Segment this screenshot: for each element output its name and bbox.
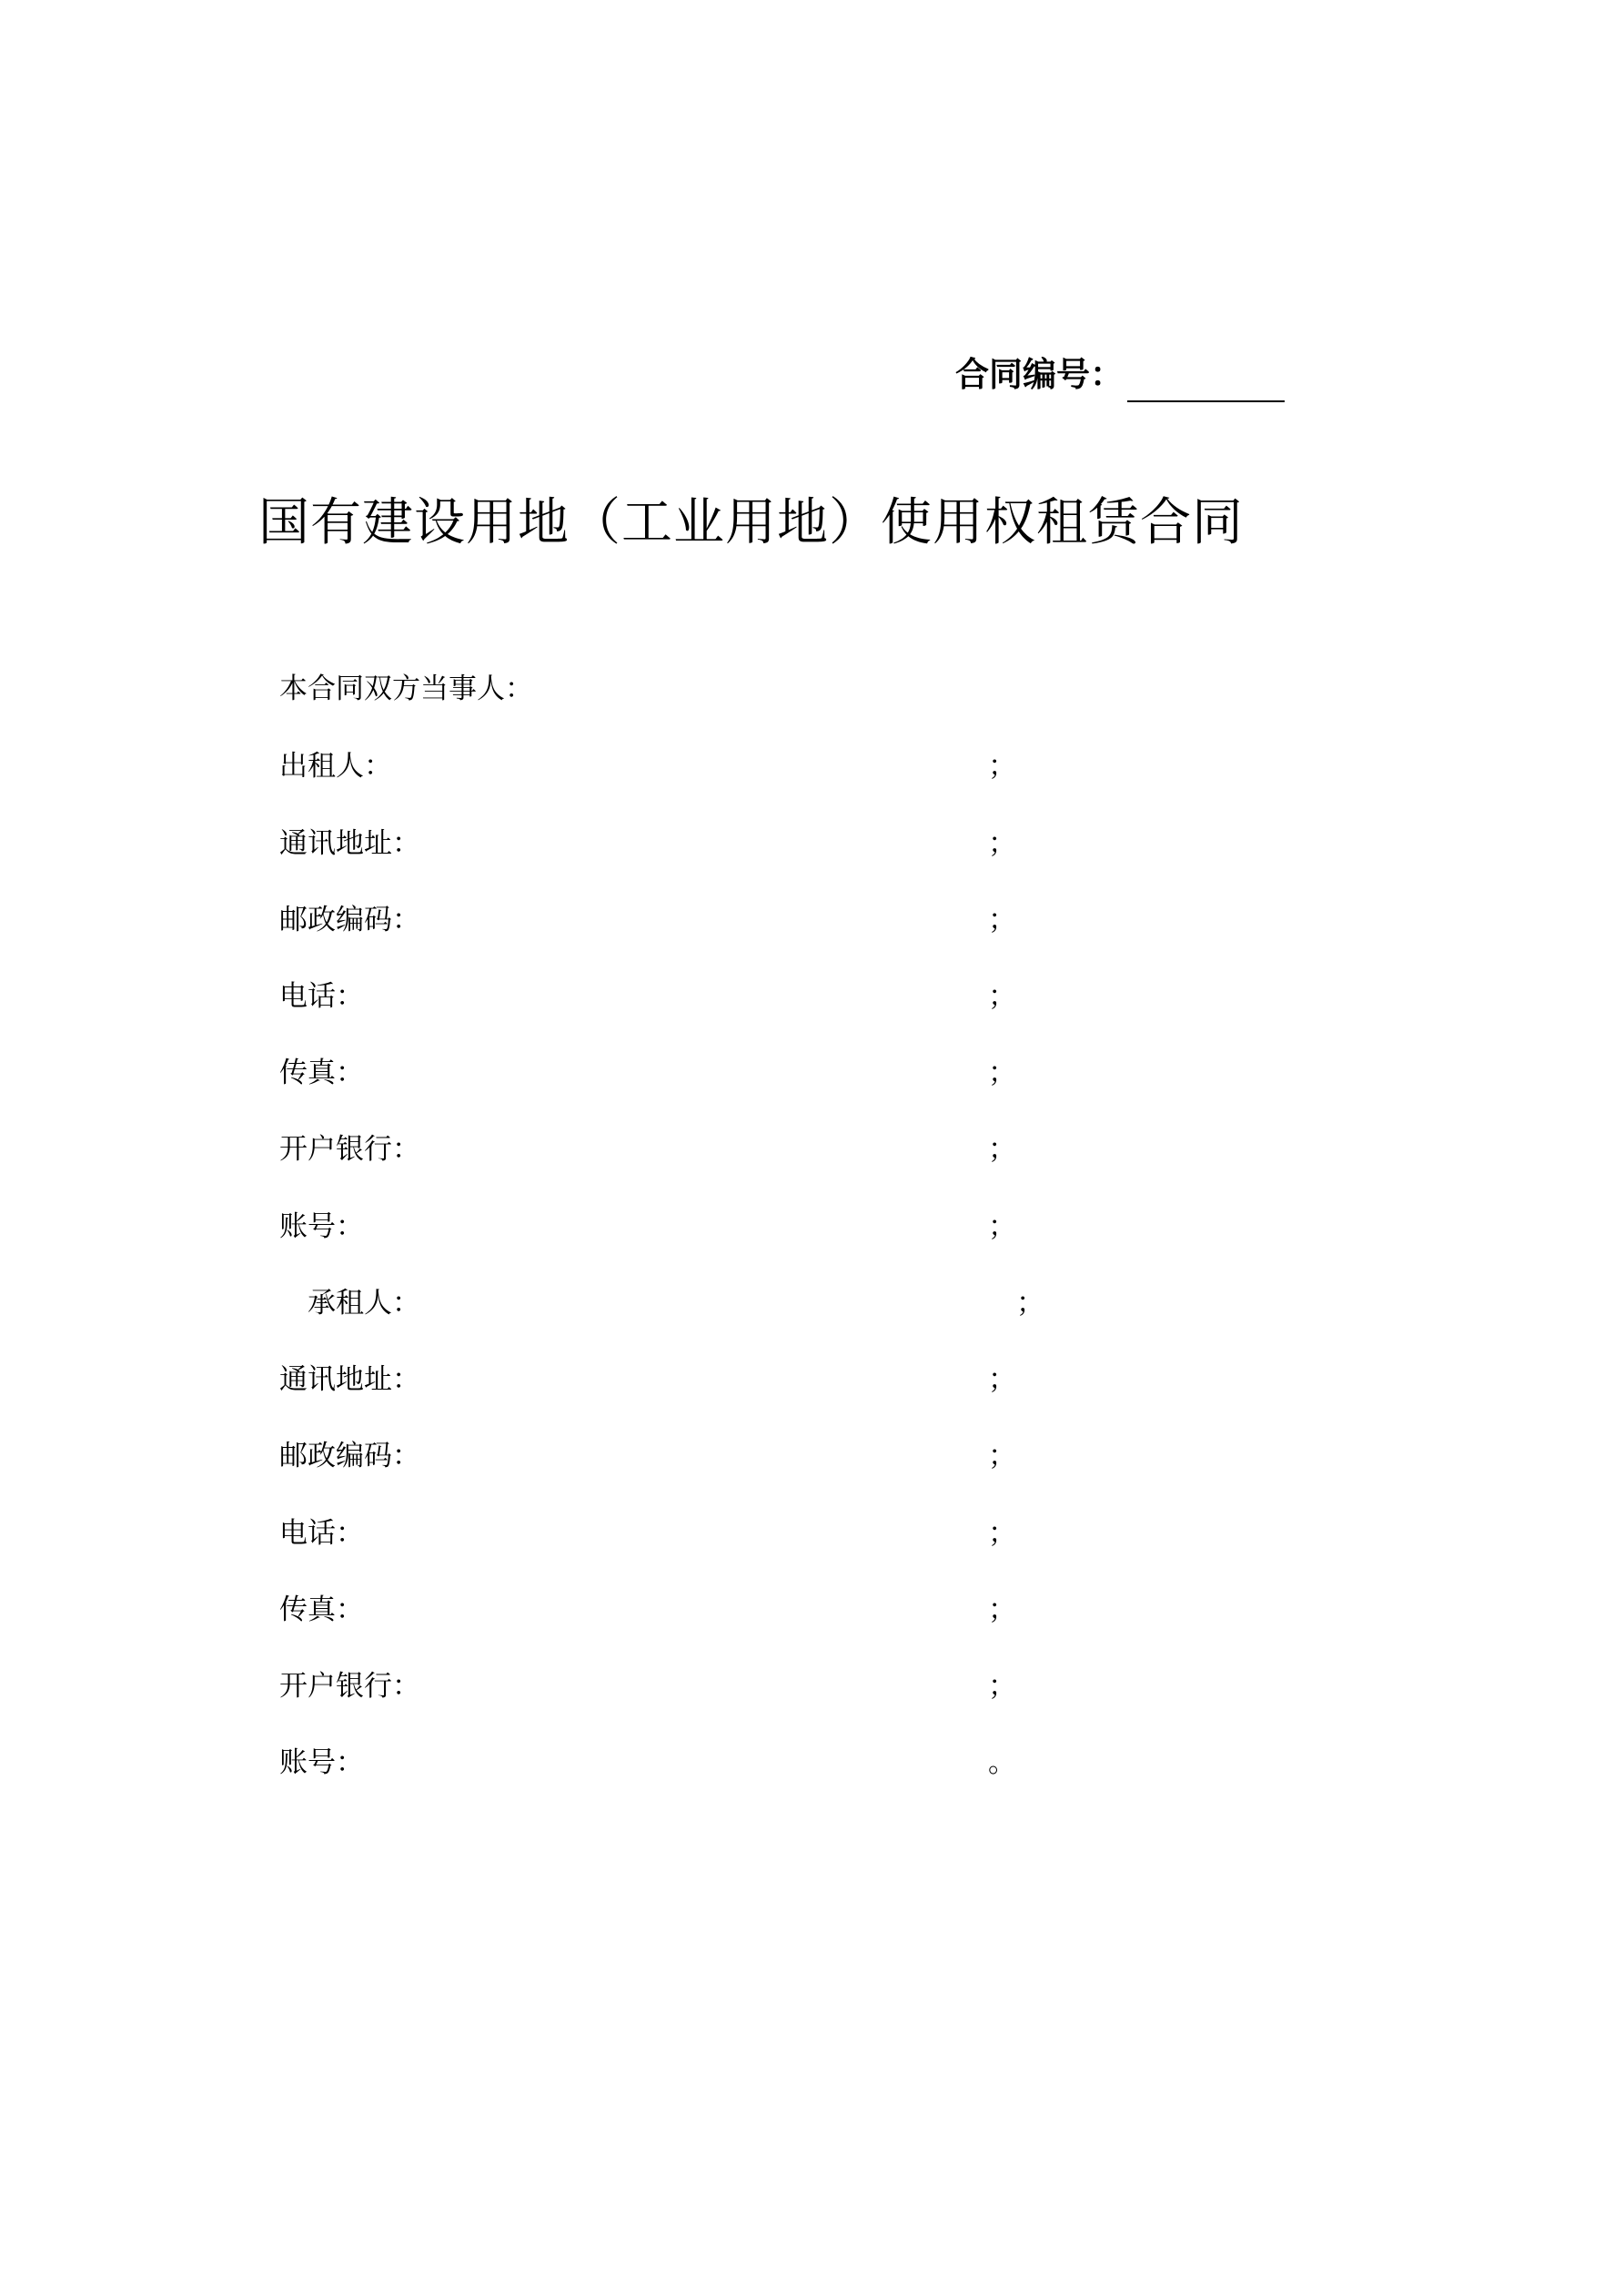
lessor-address-label: 通讯地址： <box>279 827 420 860</box>
lessee-postcode-end: ； <box>988 1440 1016 1472</box>
parties-intro: 本合同双方当事人： <box>279 673 533 705</box>
lessee-address-end: ； <box>988 1363 1016 1396</box>
lessor-phone-end: ； <box>988 980 1016 1013</box>
lessor-postcode-end: ； <box>988 904 1016 936</box>
lessor-account-end: ； <box>988 1210 1016 1243</box>
lessee-phone-label: 电话： <box>279 1517 364 1550</box>
lessee-phone-end: ； <box>988 1517 1016 1550</box>
lessee-name-end: ； <box>1016 1287 1044 1320</box>
lessor-name-label: 出租人： <box>279 750 392 783</box>
lessor-fax-end: ； <box>988 1057 1016 1089</box>
contract-number-label: 合同编号： <box>955 355 1124 394</box>
lessee-name-label: 承租人： <box>308 1287 420 1320</box>
lessee-fax-label: 传真： <box>279 1593 364 1626</box>
lessor-bank-label: 开户银行： <box>279 1133 420 1166</box>
lessor-address-end: ； <box>988 827 1016 860</box>
lessor-bank-end: ； <box>988 1133 1016 1166</box>
lessee-bank-end: ； <box>988 1670 1016 1703</box>
lessee-fax-end: ； <box>988 1593 1016 1626</box>
lessee-account-end: 。 <box>988 1746 1016 1779</box>
lessor-phone-label: 电话： <box>279 980 364 1013</box>
lessor-name-end: ； <box>988 750 1016 783</box>
lessor-fax-label: 传真： <box>279 1057 364 1089</box>
lessor-postcode-label: 邮政编码： <box>279 904 420 936</box>
lessee-postcode-label: 邮政编码： <box>279 1440 420 1472</box>
lessee-address-label: 通讯地址： <box>279 1363 420 1396</box>
lessee-bank-label: 开户银行： <box>279 1670 420 1703</box>
lessee-account-label: 账号： <box>279 1746 364 1779</box>
lessor-account-label: 账号： <box>279 1210 364 1243</box>
document-title: 国有建设用地（工业用地）使用权租赁合同 <box>258 493 1244 552</box>
